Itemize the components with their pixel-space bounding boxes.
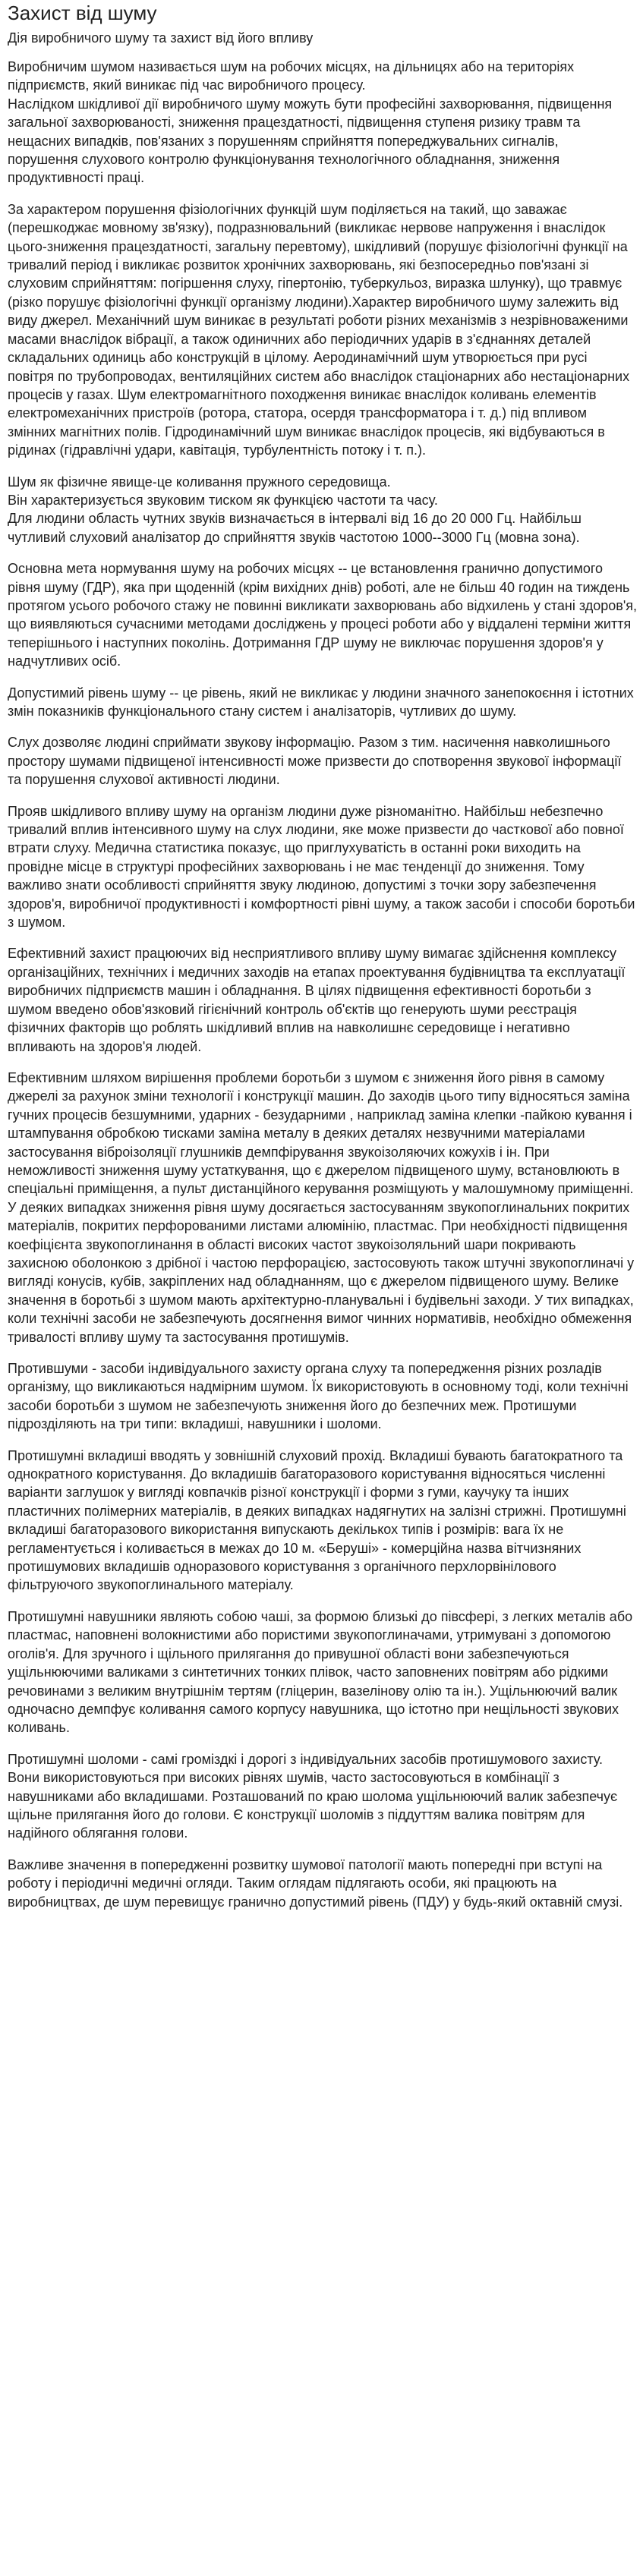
paragraph-noise-classification: За характером порушення фізіологічних функцій шум поділяється на такий, що заважає (перешкоджає мовному зв'язку), подразнювальний (викликає нервове напруження і внаслідок цього-зниження працездатності, загальну перевтому), шкідливий (порушує фізіологічні функції на тривалий період і викликає розвиток хронічних захворювань, які безпосередньо пов'язані зі слуховим сприйняттям: погіршення слуху, гіпертонію, туберкульоз, виразка шлунку), що травмує (різко порушує фізіологічні функції організму людини).Характер виробничого шуму залежить від виду джерел. Механічний шум виникає в результаті роботи різних механізмів з незрівноваженими масами внаслідок вібрації, а також одиничних або періодичних ударів в з'єднаннях деталей складальних одиниць або конструкцій в цілому. Аеродинамічний шум утворюється при русі повітря по трубопроводах, вентиляційних систем або внаслідок стаціонарних або нестаціонарних процесів у газах. Шум електромагнітного походження виникає внаслідок коливань елементів електромеханічних пристроїв (ротора, статора, осердя трансформатора і т. д.) під впливом змінних магнітних полів. Гідродинамічний шум виникає внаслідок процесів, які відбуваються в рідинах (гідравлічні удари, кавітація, турбулентність потоку і т. п.). [8, 201, 630, 458]
paragraph-permissible-level: Допустимий рівень шуму -- це рівень, який не викликає у людини значного занепокоєння і істотних змін показників функціонального стану систем і аналізаторів, чутливих до шуму. [8, 685, 634, 719]
paragraph-helmets: Протишумні шоломи - самі громіздкі і дорогі з індивідуальних засобів протишумового захисту. Вони використовуються при високих рівнях шумів, часто застосовуються в комбінації з навушниками або вкладишами. Розташований по краю шолома ущільнюючий валик забезпечує щільне прилягання його до голови. Є конструкції шоломів з піддуттям валика повітрям для надійного облягання голови. [8, 1751, 618, 1841]
paragraph-earplugs: Протишумні вкладиші вводять у зовнішній слуховий прохід. Вкладиші бувають багатократного та однократного користування. До вкладишів багаторазового користування відносяться численні варіанти заглушок у вигляді ковпачків різної конструкції і форми з гуми, каучуку та інших пластичних полімерних матеріалів, в деяких випадках надягнутих на залізні стрижні. Протишумні вкладиші багаторазового використання випускають декількох типів і розмірів: вага їх не регламентується і коливається в межах до 10 м. «Беруші» - комерційна назва вітчизняних протишумових вкладишів одноразового користування з органічного перхлорвінілового фільтруючого звукопоглинального матеріалу. [8, 1447, 626, 1593]
paragraph-harmful-effects: Прояв шкідливого впливу шуму на організм людини дуже різноманітно. Найбільш небезпечно тривалий вплив інтенсивного шуму на слух людини, яке може призвести до часткової або повної втрати слуху. Медична статистика показує, що приглухуватість в останні роки виходить на провідне місце в структурі професійних захворювань і не має тенденції до зниження. Тому важливо знати особливості сприйняття звуку людиною, допустимі з точки зору забезпечення здоров'я, виробничої продуктивності і комфортності рівні шуму, а також засоби і способи боротьби з шумом. [8, 803, 635, 931]
paragraph-source-reduction: Ефективним шляхом вирішення проблеми боротьби з шумом є зниження його рівня в самому джерелі за рахунок зміни технології і конструкції машин. До заходів цього типу відносяться заміна гучних процесів безшумними, ударних - безударними , наприклад заміна клепки -пайкою кування і штампування обробкою тисками заміна металу в деяких деталях незвучними матеріалами застосування віброізоляції глушників демпфірування звукоізоляючих кожухів і ін. При неможливості зниження шуму устаткування, що є джерелом підвищеного шуму, встановлюють в спеціальні приміщення, а пульт дистанційного керування розміщують у малошумному приміщенні. У деяких випадках зниження рівня шуму досягається застосуванням звукопоглинальних покритих матеріалів, покритих перфорованими листами алюмінію, пластмас. При необхідності підвищення коефіцієнта звукопоглинання в області високих частот звукоізоляльний шари покривають захисною оболонкою з дрібної і частою перфорацією, застосовують також штучні звукопоглиначі у вигляді конусів, кубів, закріплених над обладнанням, що є джерелом підвищеного шуму. Велике значення в боротьбі з шумом мають архітектурно-планувальні і будівельні заходи. У тих випадках, коли технічні засоби не забезпечують досягнення вимог чинних нормативів, необхідно обмеження тривалості впливу шуму та застосування протишумів. [8, 1069, 635, 1345]
paragraph-anti-noise-means: Протившуми - засоби індивідуального захисту органа слуху та попередження різних розладів організму, що викликаються надмірним шумом. Їх використовують в основному тоді, коли технічні засоби боротьби з шумом не забезпечують зниження його до безпечних меж. Протишуми підрозділяють на три типи: вкладиші, навушники і шоломи. [8, 1361, 629, 1432]
paragraph-earmuffs: Протишумні навушники являють собою чаші, за формою близькі до півсфері, з легких металів або пластмас, наповнені волокнистими або пористими звукопоглиначами, утримувані з допомогою оголів'я. Для зручного і щільного прилягання до привушної області вони забезпечуються ущільнюючими валиками з синтетичних тонких плівок, часто заповнених повітрям або рідкими речовинами з великим внутрішнім тертям (гліцерин, вазелінову олію та ін.). Ущільнюючий валик одночасно демпфує коливання самого корпусу навушника, що істотно при нещільності звукових коливань. [8, 1608, 633, 1736]
paragraph-medical-checks: Важливе значення в попередженні розвитку шумової патології мають попередні при вступі на роботу і періодичні медичні огляди. Таким оглядам підлягають особи, які працюють на виробництвах, де шум перевищує гранично допустимий рівень (ПДУ) у будь-який октавній смузі. [8, 1856, 623, 1910]
paragraph-hearing-information: Слух дозволяє людині сприймати звукову інформацію. Разом з тим. насичення навколишнього простору шумами підвищеної інтенсивності може призвести до спотворення звукової інформації та порушення слухової активності людини. [8, 735, 622, 788]
paragraph-industrial-noise-definition: Виробничим шумом називається шум на робочих місцях, на дільницях або на територіях підприємств, який виникає під час виробничого процесу. Наслідком шкідливої дії виробничого шуму можуть бути професійні захворювання, підвищення загальної захворюваності, зниження працездатності, підвищення ступеня ризику травм та нещасних випадків, пов'язаних з порушенням сприйняття попереджувальних сигналів, порушення слухового контролю функціонування технологічного обладнання, зниження продуктивності праці. [8, 59, 613, 186]
paragraph-effective-protection: Ефективний захист працюючих від несприятливого впливу шуму вимагає здійснення комплексу організаційних, технічних і медичних заходів на етапах проектування будівництва та експлуатації виробничих підприємств машин і обладнання. В цілях підвищення ефективності боротьби з шумом введено обов'язковий гігієнічний контроль об'єктів що генерують шуми реєстрація фізичних факторів що роблять шкідливий вплив на навколишнє середовище і негативно впливають на здоров'я людей. [8, 946, 626, 1054]
paragraph-noise-physics: Шум як фізичне явище-це коливання пружного середовища. Він характеризується звуковим тиском як функцією частоти та часу. Для людини область чутних звуків визначається в інтервалі від 16 до 20 000 Гц. Найбільш чутливий слуховий аналізатор до сприйняття звуків частотою 1000--3000 Гц (мовна зона). [8, 474, 582, 545]
page-subtitle: Дія виробничого шуму та захист від його впливу [8, 30, 314, 46]
paragraph-noise-norms: Основна мета нормування шуму на робочих місцях -- це встановлення гранично допустимого рівня шуму (ГДР), яка при щоденній (крім вихідних днів) роботі, але не більш 40 годин на тиждень протягом усього робочого стажу не повинні викликати захворювань або відхилень у стані здоров'я, що виявляються сучасними методами досліджень у процесі роботи або у віддалені терміни життя теперішнього і наступних поколінь. Дотримання ГДР шуму не виключає порушення здоров'я у надчутливих осіб. [8, 561, 638, 669]
page-title: Захист від шуму [8, 2, 157, 24]
